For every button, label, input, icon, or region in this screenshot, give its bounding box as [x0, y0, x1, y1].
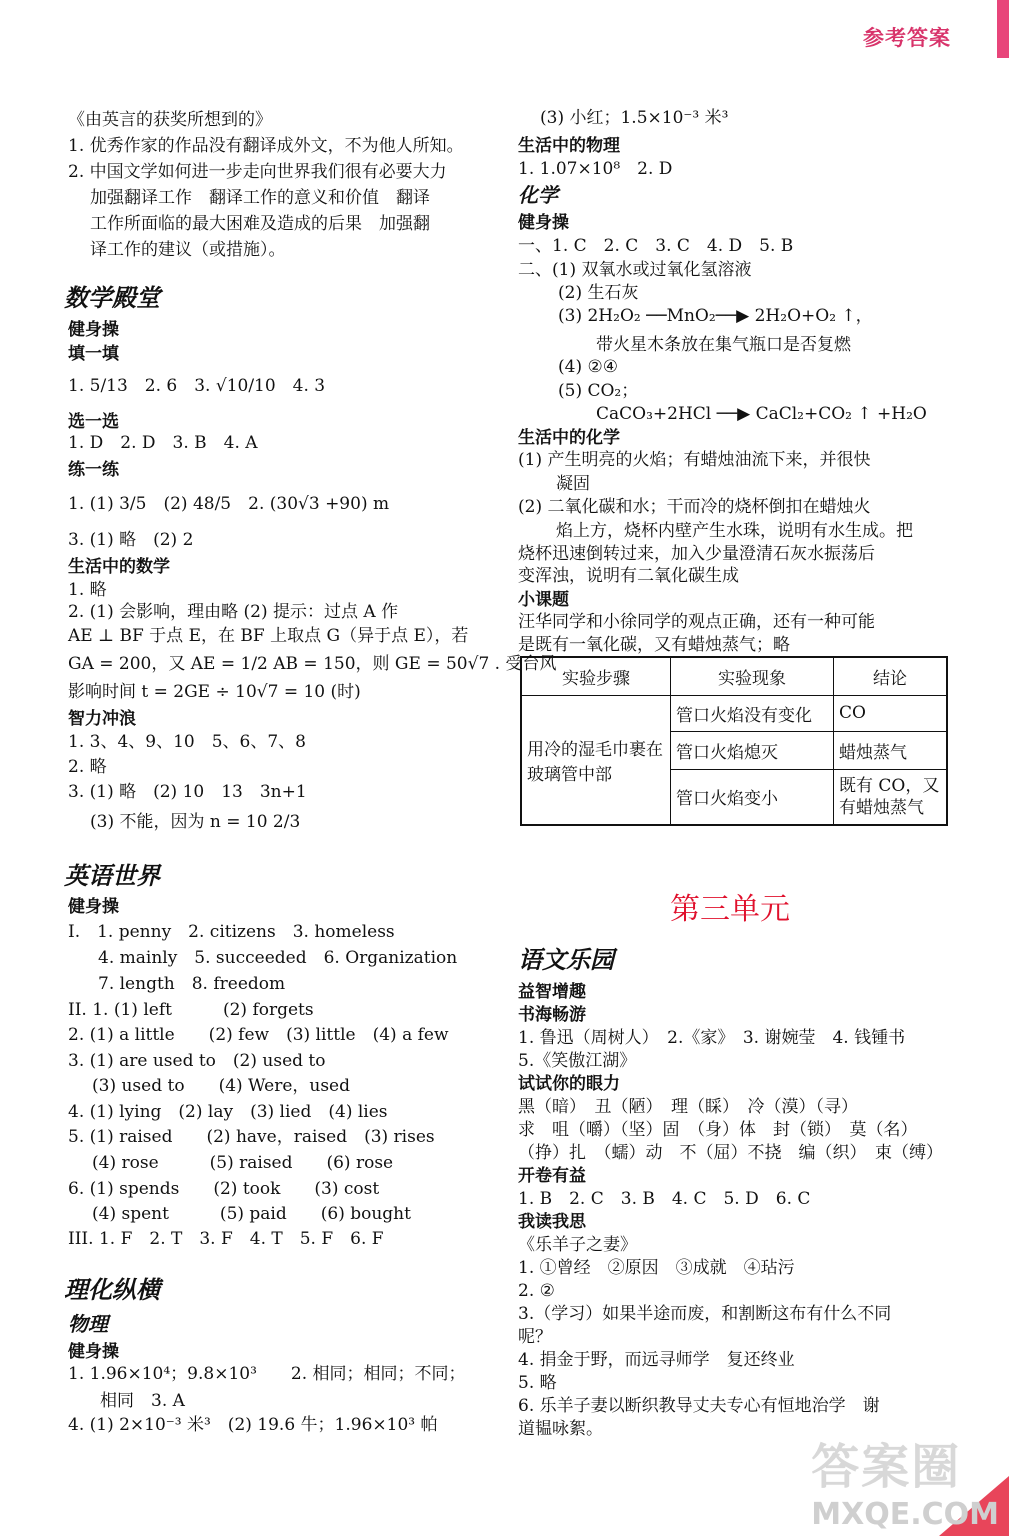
section-lihua: 理化纵横 [64, 1276, 160, 1304]
table-step-cell: 用冷的湿毛巾裹在玻璃管中部 [521, 695, 671, 825]
math-choice-answers: 1. D 2. D 3. B 4. A [68, 433, 258, 453]
english-line-3: 7. length 8. freedom [98, 974, 286, 994]
experiment-table [520, 656, 948, 826]
physics-answer-4: 4. (1) 2×10⁻³ 米³ (2) 19.6 牛；1.96×10³ 帕 [68, 1415, 438, 1435]
math-practice-1: 1. (1) 3/5 (2) 48/5 2. (30√3 +90) m [68, 494, 390, 514]
table-header-phenomenon: 实验现象 [671, 657, 834, 695]
shuhai-answers-1: 1. 鲁迅（周树人） 2.《家》 3. 谢婉莹 4. 钱锺书 [518, 1028, 906, 1048]
math-tianyitian-heading: 填一填 [68, 344, 119, 364]
chem-part-two-3b: 带火星木条放在集气瓶口是否复燃 [596, 335, 851, 355]
wodu-answer-3-line2: 呢？ [518, 1327, 552, 1347]
english-line-11: 6. (1) spends (2) took (3) cost [68, 1179, 380, 1199]
xiaoketi-line1: 汪华同学和小徐同学的观点正确，还有一种可能 [518, 612, 875, 632]
section-english: 英语世界 [64, 862, 160, 890]
chinese-answer-2-line2: 加强翻译工作 翻译工作的意义和价值 翻译 [90, 188, 430, 208]
english-line-7: (3) used to (4) Were，used [92, 1076, 351, 1096]
chem-part-one: 一、1. C 2. C 3. C 4. D 5. B [518, 236, 794, 256]
life-chem-2-line2: 焰上方，烧杯内壁产生水珠，说明有水生成。把 [556, 521, 913, 541]
math-life-2-line2: AE ⊥ BF 于点 E，在 BF 上取点 G（异于点 E），若 [68, 626, 469, 646]
wodu-heading: 我读我思 [518, 1212, 586, 1232]
chinese-answer-2-line4: 译工作的建议（或措施）。 [90, 240, 286, 260]
english-line-9: 5. (1) raised (2) have，raised (3) rises [68, 1127, 435, 1147]
english-jianshen-heading: 健身操 [68, 897, 119, 917]
table-row [521, 695, 947, 731]
shishi-line2: 求 咀（嚼）（坚）固 （身）体 封（锁） 莫（名） [518, 1120, 918, 1140]
math-practice-3: 3. (1) 略 (2) 2 [68, 530, 194, 550]
life-chem-1-line1: (1) 产生明亮的火焰；有蜡烛油流下来，并很快 [518, 450, 871, 470]
math-life-2-line1: 2. (1) 会影响，理由略 (2) 提示：过点 A 作 [68, 602, 399, 622]
chem-part-two-5b: CaCO₃+2HCl ──▶ CaCl₂+CO₂ ↑ +H₂O [596, 404, 927, 424]
chinese-answer-2-line1: 2. 中国文学如何进一步走向世界我们很有必要大力 [68, 162, 447, 182]
english-line-13: III. 1. F 2. T 3. F 4. T 5. F 6. F [68, 1229, 384, 1249]
math-life-2-line3: GA = 200，又 AE = 1/2 AB = 150，则 GE = 50√7 . 受台风 [68, 654, 557, 674]
table-cell: CO [834, 695, 948, 731]
chem-part-two-5: (5) CO₂； [558, 381, 639, 401]
table-header-conclusion: 结论 [834, 657, 948, 695]
physics-answer-4-3: (3) 小红；1.5×10⁻³ 米³ [540, 108, 729, 128]
math-zhili-2: 2. 略 [68, 757, 107, 777]
watermark-text: 答案圈 [811, 1439, 962, 1495]
math-life-1: 1. 略 [68, 580, 107, 600]
life-chem-1-line2: 凝固 [556, 474, 590, 494]
unit-title: 第三单元 [670, 892, 790, 927]
chem-part-two-3: (3) 2H₂O₂ ──MnO₂──▶ 2H₂O+O₂ ↑， [558, 306, 873, 326]
table-cell: 管口火焰变小 [671, 769, 834, 825]
wodu-title: 《乐羊子之妻》 [518, 1235, 637, 1255]
english-line-10: (4) rose (5) raised (6) rose [92, 1153, 394, 1173]
english-line-6: 3. (1) are used to (2) used to [68, 1051, 326, 1071]
math-lianyilian-heading: 练一练 [68, 460, 119, 480]
section-math: 数学殿堂 [64, 284, 160, 312]
life-physics-answers: 1. 1.07×10⁸ 2. D [518, 159, 673, 179]
chem-part-two-2: (2) 生石灰 [558, 283, 639, 303]
chem-subheading: 化学 [518, 183, 558, 207]
shuhai-answers-5: 5.《笑傲江湖》 [518, 1051, 637, 1071]
table-cell: 既有 CO，又有蜡烛蒸气 [834, 769, 948, 825]
math-xuanyixuan-heading: 选一选 [68, 412, 119, 432]
chinese-answer-2-line3: 工作所面临的最大困难及造成的后果 加强翻 [90, 214, 430, 234]
wodu-answer-6-line2: 道韫咏絮。 [518, 1419, 603, 1439]
shishi-line1: 黑（暗） 丑（陋） 理（睬） 冷（漠）（寻） [518, 1097, 858, 1117]
table-cell: 管口火焰熄灭 [671, 731, 834, 769]
math-life-heading: 生活中的数学 [68, 557, 170, 577]
chem-jianshen-heading: 健身操 [518, 213, 569, 233]
wodu-answer-3-line1: 3.（学习）如果半途而废，和割断这布有什么不同 [518, 1304, 892, 1324]
kaijuan-heading: 开卷有益 [518, 1166, 586, 1186]
physics-answer-1: 1. 1.96×10⁴；9.8×10³ 2. 相同；相同；不同； [68, 1364, 466, 1384]
xiaoketi-heading: 小课题 [518, 590, 569, 610]
shishi-heading: 试试你的眼力 [518, 1074, 620, 1094]
life-chem-heading: 生活中的化学 [518, 428, 620, 448]
life-chem-2-line4: 变浑浊，说明有二氧化碳生成 [518, 566, 739, 586]
physics-subheading: 物理 [68, 1312, 108, 1336]
kaijuan-answers: 1. B 2. C 3. B 4. C 5. D 6. C [518, 1189, 811, 1209]
math-fill-answers: 1. 5/13 2. 6 3. √10/10 4. 3 [68, 376, 326, 396]
table-cell: 蜡烛蒸气 [834, 731, 948, 769]
chinese-answer-1: 1. 优秀作家的作品没有翻译成外文，不为他人所知。 [68, 136, 464, 156]
english-line-8: 4. (1) lying (2) lay (3) lied (4) lies [68, 1102, 388, 1122]
math-zhili-3b: (3) 不能，因为 n = 10 2/3 [90, 812, 301, 832]
watermark [811, 1428, 999, 1532]
wodu-answer-5: 5. 略 [518, 1373, 557, 1393]
life-physics-heading: 生活中的物理 [518, 136, 620, 156]
math-life-2-line4: 影响时间 t = 2GE ÷ 10√7 = 10 (时) [68, 682, 361, 702]
corner-color-tab [997, 0, 1009, 58]
math-zhili-1: 1. 3、4、9、10 5、6、7、8 [68, 732, 306, 752]
english-line-4: II. 1. (1) left (2) forgets [68, 1000, 314, 1020]
math-zhili-3: 3. (1) 略 (2) 10 13 3n+1 [68, 782, 307, 802]
wodu-answer-1: 1. ①曾经 ②原因 ③成就 ④玷污 [518, 1258, 795, 1278]
life-chem-2-line3: 烧杯迅速倒转过来，加入少量澄清石灰水振荡后 [518, 544, 875, 564]
wodu-answer-2: 2. ② [518, 1281, 555, 1301]
section-yuwen: 语文乐园 [518, 946, 614, 974]
math-zhili-heading: 智力冲浪 [68, 709, 136, 729]
yizhi-heading: 益智增趣 [518, 982, 586, 1002]
english-line-5: 2. (1) a little (2) few (3) little (4) a few [68, 1025, 449, 1045]
table-cell: 管口火焰没有变化 [671, 695, 834, 731]
english-line-12: (4) spent (5) paid (6) bought [92, 1204, 411, 1224]
shishi-line3: （挣）扎 （蠕）动 不（屈）不挠 编（织） 束（缚） [518, 1143, 943, 1163]
xiaoketi-line2: 是既有一氧化碳，又有蜡烛蒸气；略 [518, 635, 790, 655]
wodu-answer-4: 4. 捐金于野，而远寻师学 复还终业 [518, 1350, 795, 1370]
table-header-row [521, 657, 947, 695]
physics-answer-1b: 相同 3. A [100, 1391, 185, 1411]
physics-jianshen-heading: 健身操 [68, 1342, 119, 1362]
chem-part-two-4: (4) ②④ [558, 357, 618, 377]
math-jianshen-heading: 健身操 [68, 320, 119, 340]
watermark-url: MXQE.COM [811, 1497, 999, 1532]
shuhai-heading: 书海畅游 [518, 1005, 586, 1025]
chinese-article-title: 《由英言的获奖所想到的》 [68, 110, 272, 130]
page-header: 参考答案 [863, 26, 951, 50]
english-line-1: I. 1. penny 2. citizens 3. homeless [68, 922, 395, 942]
life-chem-2-line1: (2) 二氧化碳和水；干而冷的烧杯倒扣在蜡烛火 [518, 497, 871, 517]
wodu-answer-6-line1: 6. 乐羊子妻以断织教导丈夫专心有恒地治学 谢 [518, 1396, 880, 1416]
table-header-step: 实验步骤 [521, 657, 671, 695]
english-line-2: 4. mainly 5. succeeded 6. Organization [98, 948, 458, 968]
chem-part-two-1: 二、(1) 双氧水或过氧化氢溶液 [518, 260, 752, 280]
